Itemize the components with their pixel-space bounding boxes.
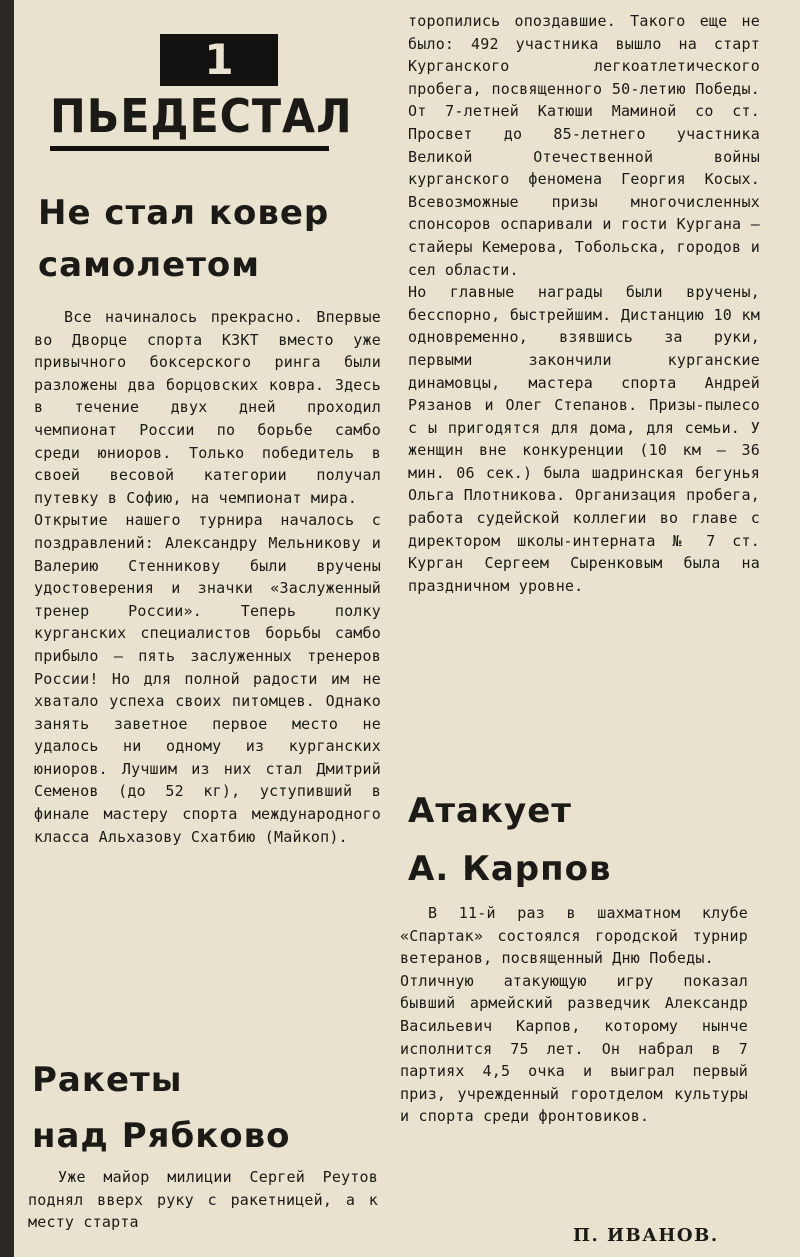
- rubric-logo: [50, 30, 353, 155]
- article1-headline-line2: самолетом: [38, 245, 261, 285]
- article2-headline-line1: Ракеты: [32, 1060, 183, 1100]
- article1-body: Все начиналось прекрасно. Впервые во Дворце спорта КЗКТ вместо уже привычного боксерского ринга были разложены два борцовских ковра. Здесь в течение двух дней проходил чемпионат России по борьбе самбо среди юниоров. Только победитель в своей весовой категории получал путевку в Софию, на чемпионат мира. Открытие нашего турнира началось с поздравлений: Александру Мельникову и Валерию Стенникову были вручены удостоверения и значки «Заслуженный тренер России». Теперь полку курганских специалистов борьбы самбо прибыло — пять заслуженных тренеров России! Но для полной радости им не хватало успеха своих питомцев. Однако занять заветное первое место не удалось ни одному из курганских юниоров. Лучшим из них стал Дмитрий Семенов (до 52 кг), уступивший в финале мастеру спорта международного класса Альхазову Схатбию (Майкоп).: [34, 308, 381, 846]
- article3-headline: [408, 786, 748, 894]
- article3-headline-line1: Атакует: [408, 791, 572, 831]
- rubric-title: ПЬЕДЕСТАЛ: [50, 86, 329, 151]
- article2-headline-line2: над Рябково: [32, 1116, 291, 1156]
- article2-body-continued: торопились опоздавшие. Такого еще не было: 492 участника вышло на старт Курганского легкоатлетического пробега, посвященного 50-летию Победы. От 7-летней Катюши Маминой со ст. Просвет до 85-летнего участника Великой Отечественной войны курганского феномена Георгия Косых. Всевозможные призы многочисленных спонсоров оспаривали и гости Кургана — стайеры Кемерова, Тобольска, городов и сел области. Но главные награды были вручены, бесспорно, быстрейшим. Дистанцию 10 км одновременно, взявшись за руки, первыми закончили курганские динамовцы, мастера спорта Андрей Рязанов и Олег Степанов. Призы-пылесо с ы пригодятся для дома, для семьи. У женщин вне конкуренции (10 км — 36 мин. 06 сек.) была шадринская бегунья Ольга Плотникова. Организация пробега, работа судейской коллегии во главе с директором школы-интерната № 7 ст. Курган Сергеем Сыренковым была на праздничном уровне.: [408, 12, 760, 595]
- rubric-number-block: [160, 34, 278, 86]
- article1-headline-line1: Не стал ковер: [38, 193, 330, 233]
- page-edge-shadow: [0, 0, 14, 1257]
- article1-headline: [38, 188, 378, 290]
- article3-body: В 11-й раз в шахматном клубе «Спартак» состоялся городской турнир ветеранов, посвященный Дню Победы. Отличную атакующую игру показал бывший армейский разведчик Александр Васильевич Карпов, которому нынче исполнится 75 лет. Он набрал в 7 партиях 4,5 очка и выиграл первый приз, учрежденный горотделом культуры и спорта среди фронтовиков.: [400, 904, 748, 1126]
- rubric-number: 1: [204, 35, 234, 84]
- article3-headline-line2: А. Карпов: [408, 849, 612, 889]
- article2-body-start: Уже майор милиции Сергей Реутов поднял вверх руку с ракетницей, а к месту старта: [28, 1168, 378, 1232]
- article2-headline: [32, 1055, 372, 1161]
- article3-signature: П. ИВАНОВ.: [573, 1225, 719, 1246]
